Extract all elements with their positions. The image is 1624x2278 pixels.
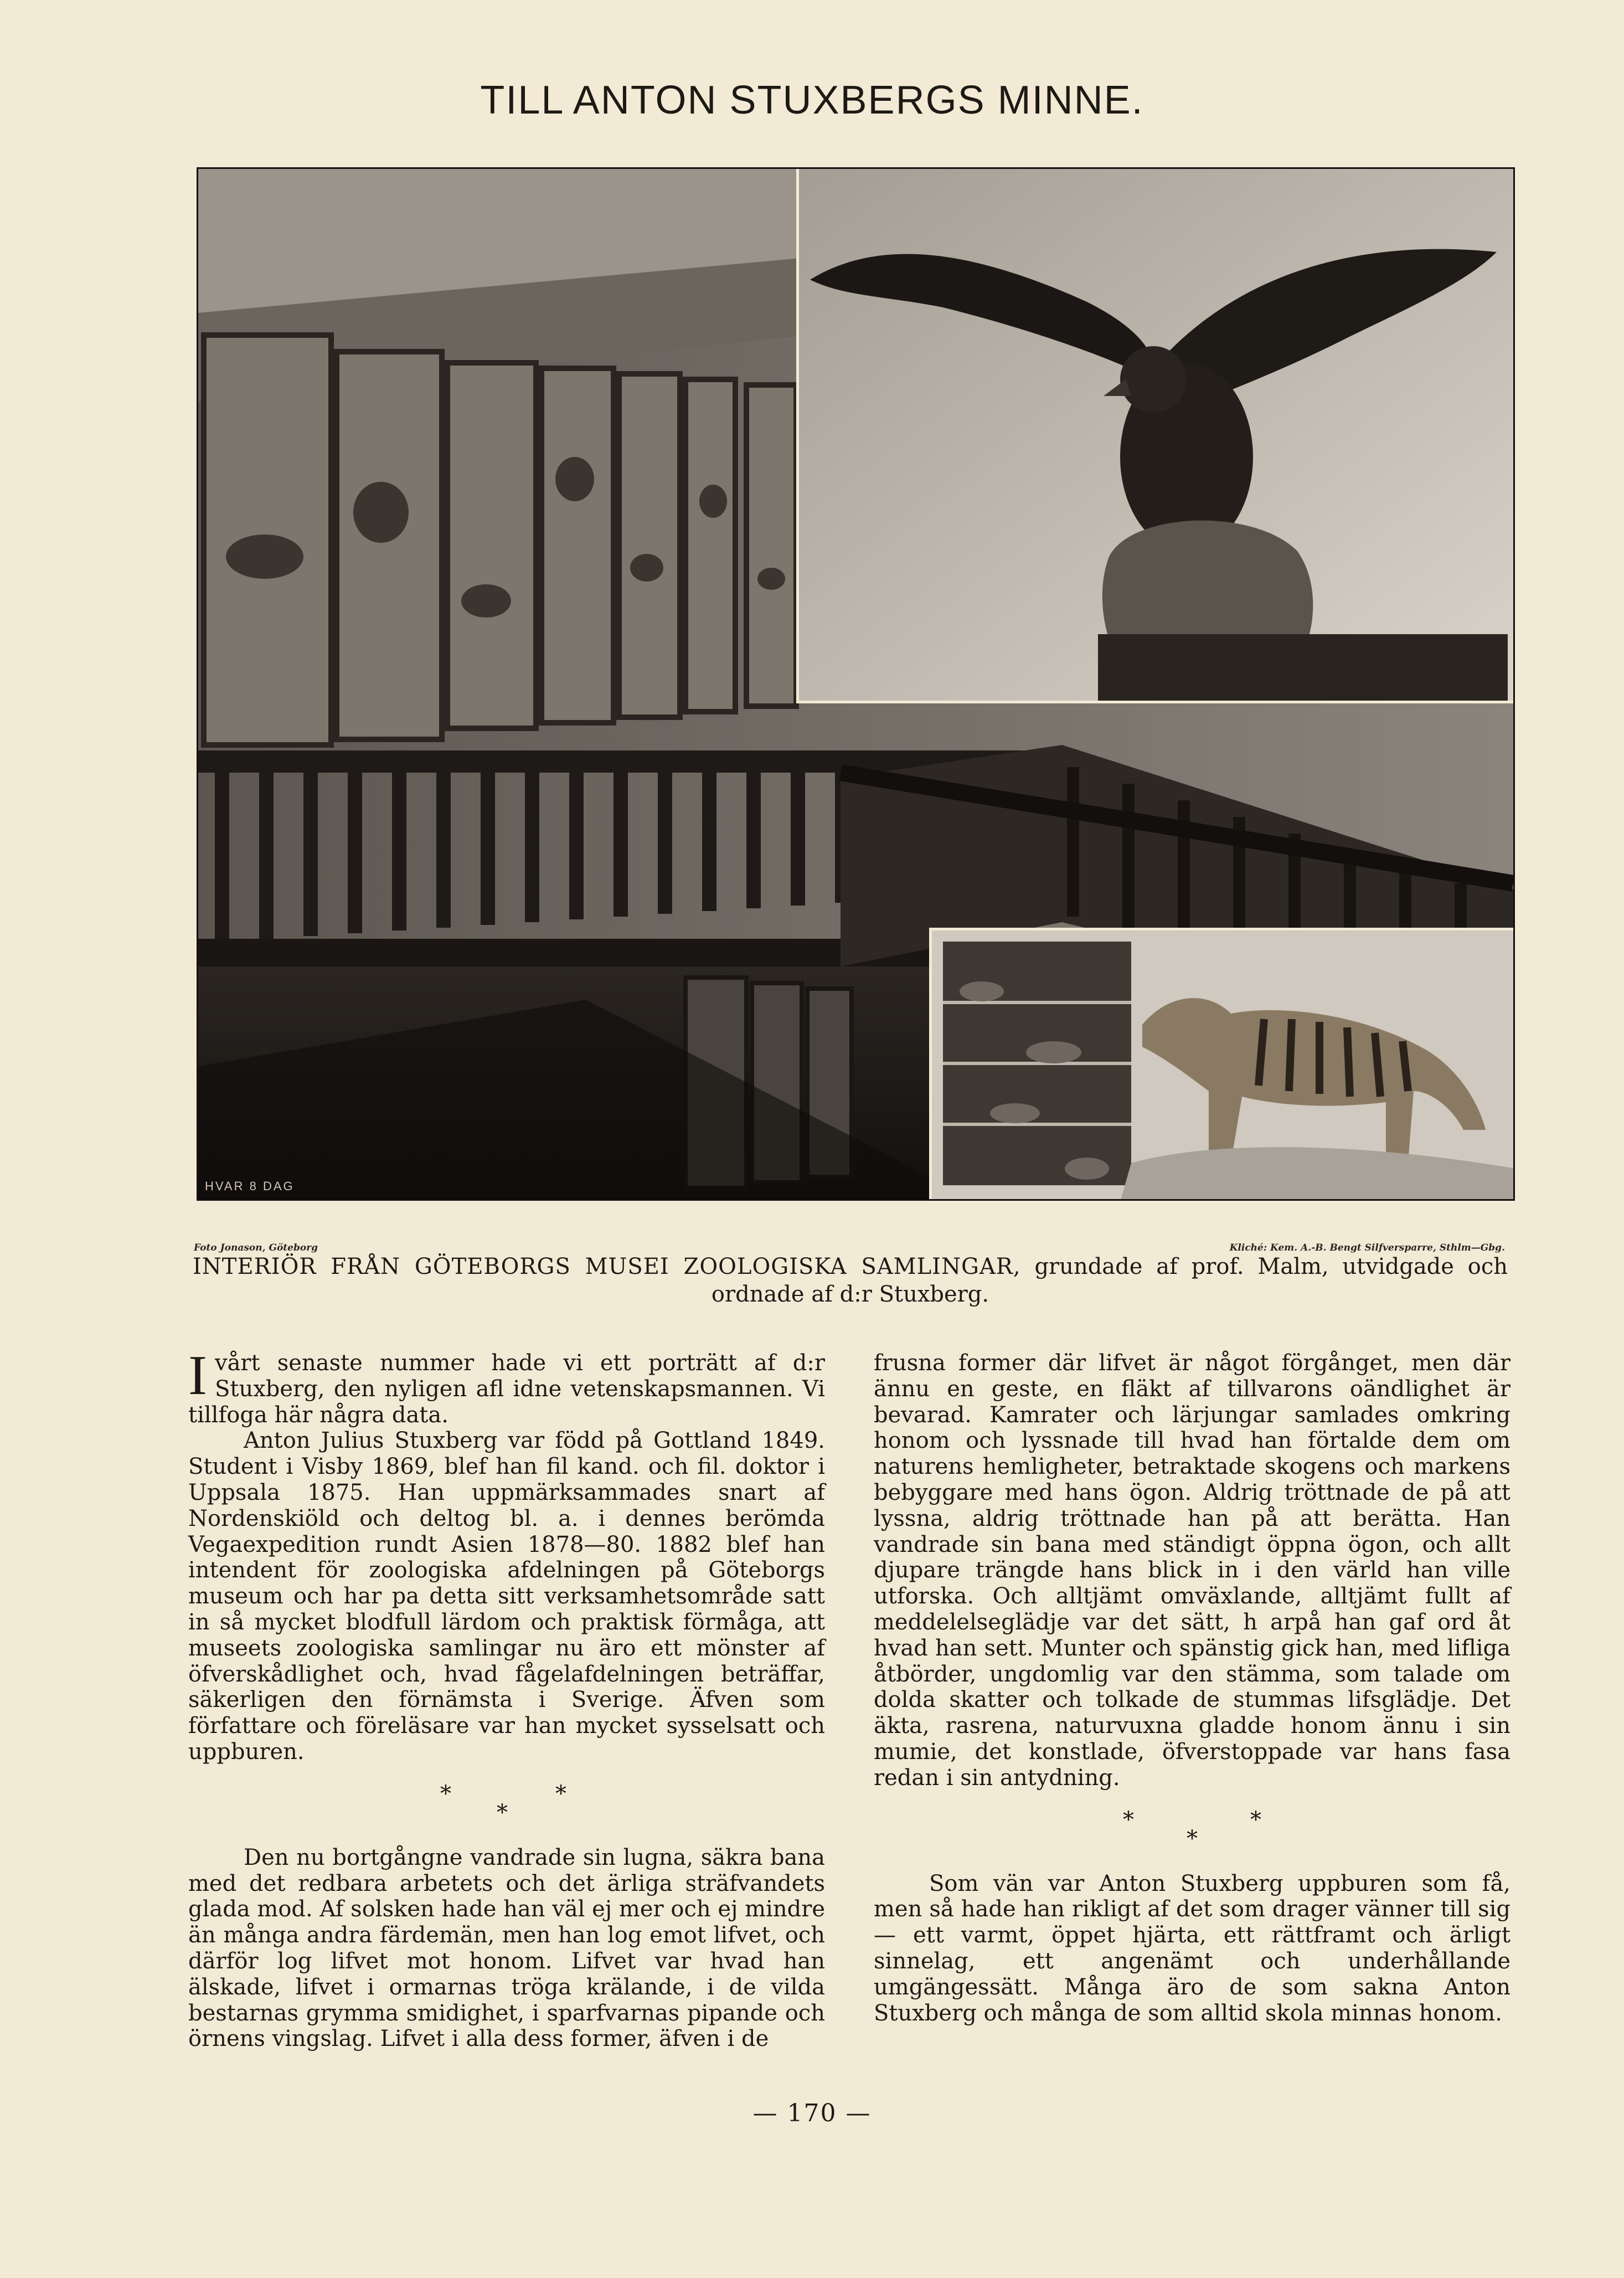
paragraph-continuation: frusna former där lifvet är något förgånget, men där ännu en geste, en fläkt af tillvarons oändlighet är bevarad. Kamrater och lärjungar samlades omkring honom och lyssnade till hvad han förtalde dem om naturens hemligheter, betraktade skogens och markens bebyggare med hans ögon. Aldrig tröttnade de på att lyssna, aldrig tröttnade han på att berätta. Han vandrade sin bana med ständigt öppna ögon, och allt djupare trängde hans blick in i den värld han ville utforska. Och alltjämt omväxlande, alltjämt fullt af meddelelseglädje var det sätt, h arpå han gaf ord åt hvad han sett. Munter och spänstig gick han, med lifliga åtbörder, ungdomlig var den stämma, som talade om dolda skatter och tolkade de stummas lifsglädje. Det äkta, rasrena, naturvuxna gladde honom ännu i sin mumie, det konstlade, öfverstoppade var hans fasa redan i sin antydning. [874,1350,1510,1791]
divider-star: * [1123,1807,1134,1833]
caption-lower: grundade af prof. Malm, utvidgade och ordnade af d:r Stuxberg. [711,1254,1508,1307]
eagle-photo [796,169,1515,703]
divider-star: * [1250,1807,1261,1833]
cliche-credit: Kliché: Kem. A.-B. Bengt Silfversparre, Sthlm—Gbg. [1229,1242,1505,1253]
figure-caption [193,1253,1508,1308]
photo-collage [197,167,1515,1201]
right-column [874,1350,1510,2026]
paragraph-life: Den nu bortgångne vandrade sin lugna, säkra bana med det redbara arbetets och det ärliga sträfvandets glada mod. Af solsken hade han väl ej mer och ej mindre än många andra färdemän, men han log emot lifvet, och därför log lifvet mot honom. Lifvet var hvad han älskade, lifvet i ormarnas tröga krälande, i de vilda bestarnas grymma smidighet, i sparfvarnas pipande och örnens vingslag. Lifvet i alla dess former, äfven i de [188,1844,825,2052]
section-divider [874,1801,1510,1854]
divider-star: * [440,1781,451,1807]
plate-mark: HVAR 8 DAG [205,1179,295,1193]
page-number: — 170 — [752,2099,872,2127]
section-divider [188,1775,825,1828]
caption-upper: INTERIÖR FRÅN GÖTEBORGS MUSEI ZOOLOGISKA SAMLINGAR, [193,1254,1021,1279]
page-title: TILL ANTON STUXBERGS MINNE. [480,78,1144,122]
tiger-photo [929,928,1515,1201]
drop-cap: I [188,1344,207,1407]
left-column [188,1344,825,2052]
tiger-illustration [932,930,1515,1201]
paragraph-friendship: Som vän var Anton Stuxberg uppburen som få, men så hade han rikligt af det som drager vänner till sig — ett varmt, öppet hjärta, ett rättframt och ärligt sinnelag, ett angenämt och underhållande umgängessätt. Många äro de som sakna Anton Stuxberg och många de som alltid skola minnas honom. [874,1870,1510,2026]
paragraph-biography: Anton Julius Stuxberg var född på Gottland 1849. Student i Visby 1869, blef han fil kand. och fil. doktor i Uppsala 1875. Han uppmärksammades snart af Nordenskiöld och deltog bl. a. i dennes berömda Vegaexpedition rundt Asien 1878—80. 1882 blef han intendent för zoologiska afdelningen på Göteborgs museum och har pa detta sitt verksamhetsområde satt in så mycket blodfull lärdom och praktisk förmåga, att museets zoologiska samlingar nu äro ett mönster af öfverskådlighet och, hvad fågelafdelningen beträffar, säkerligen den förnämsta i Sverige. Äfven som författare och föreläsare var han mycket sysselsatt och uppburen. [188,1428,825,1765]
intro-text: vårt senaste nummer hade vi ett porträtt af d:r Stuxberg, den nyligen afl idne vetenskapsmannen. Vi tillfoga här några data. [188,1350,825,1428]
photo-credit: Foto Jonason, Göteborg [194,1242,318,1253]
divider-star: * [1187,1826,1198,1852]
paragraph-intro [188,1344,825,1428]
divider-star: * [497,1799,508,1826]
eagle-illustration [799,169,1515,701]
divider-star: * [555,1781,566,1807]
